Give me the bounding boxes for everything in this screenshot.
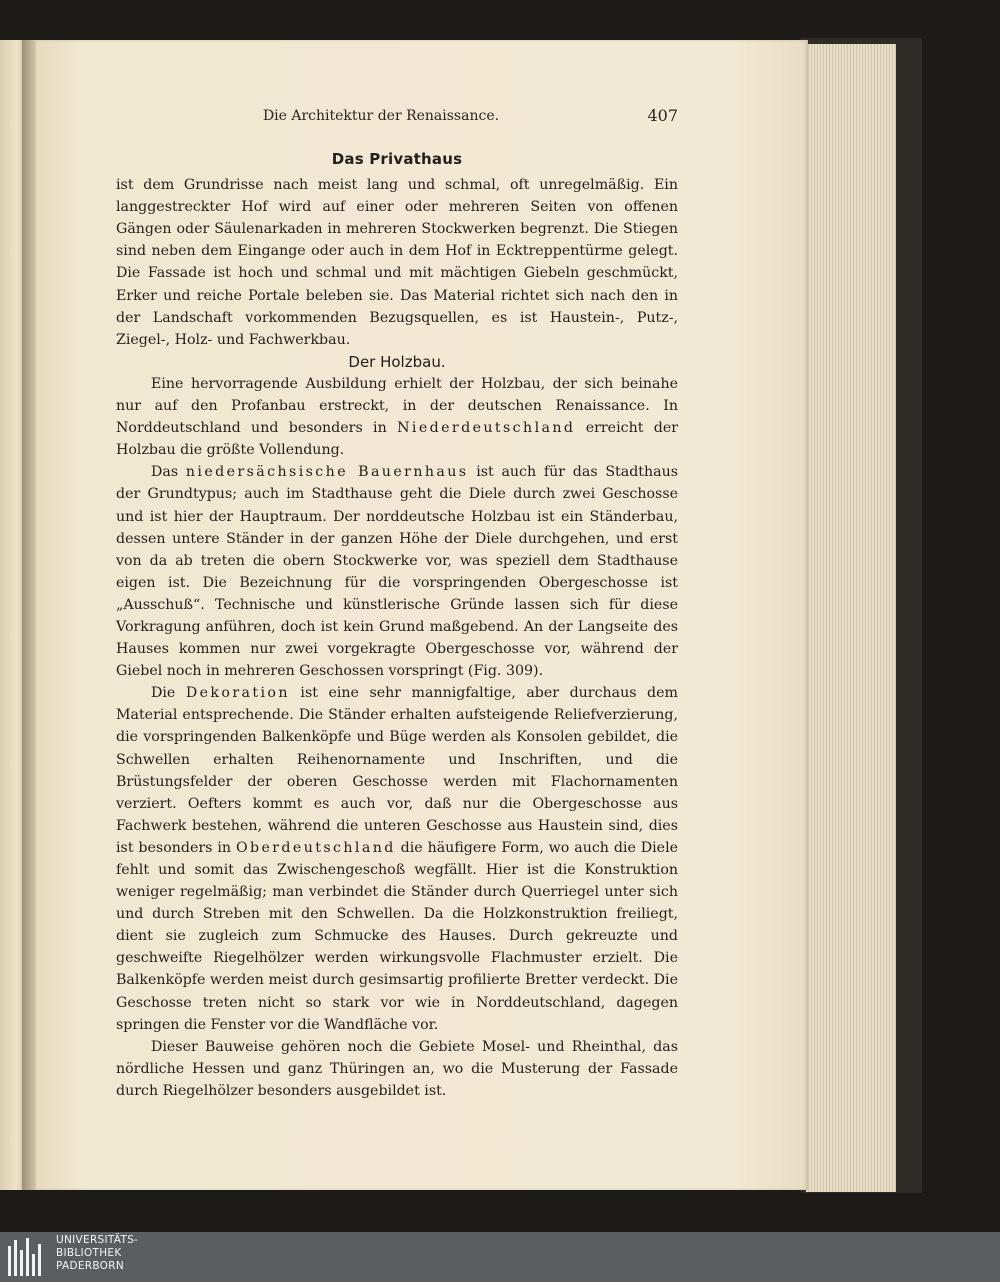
paragraph-privathaus: ist dem Grundrisse nach meist lang und schmal, oft unregelmäßig. Ein langgestreckter Hof wird auf einer oder mehreren Seiten von offenen Gängen oder Säulenarkaden in mehreren Stockwerken begrenzt. Die Stiegen sind neben dem Eingange oder auch in dem Hof in Ecktreppentürme gelegt. Die Fassade ist hoch und schmal und mit mächtigen Giebeln geschmückt, Erker und reiche Portale beleben sie. Das Material richtet sich nach den in der Landschaft vorkommenden Bezugsquellen, es ist Haustein-, Putz-, Ziegel-, Holz- und Fachwerkbau. [116,177,678,348]
spaced-term: Oberdeutschland [235,839,396,856]
paragraph-holzbau-2 [116,461,678,682]
running-title: Die Architektur der Renaissance. [262,108,500,124]
text-run: ist eine sehr mannigfaltige, aber durchaus dem Material entsprechende. Die Ständer erhalten aufsteigende Reliefverzierung, die vorspringenden Balkenköpfe und Büge werden als Konsolen gebildet, die Schwellen erhalten Reihenornamente und Inschriften, und die Brüstungsfelder der oberen Geschosse werden mit Flachornamenten verziert. Oefters kommt es auch vor, daß nur die Obergeschosse aus Fachwerk bestehen, während die unteren Geschosse aus Haustein sind, dies ist besonders in [116,685,678,856]
paragraph-holzbau-1 [116,373,678,461]
paragraph-holzbau-3 [116,682,678,1036]
text-run: erreicht der Holzbau die größte Vollendung. [116,420,678,459]
spaced-term: Dekoration [185,685,290,702]
text-run: Eine hervorragende Ausbildung erhielt der Holzbau, der sich beinahe nur auf den Profanbau erstreckt, in der deutschen Renaissance. In Norddeutschland und besonders in [116,375,678,437]
logo-line: PADERBORN [56,1260,124,1272]
page-number: 407 [647,106,678,125]
left-page-edge [0,40,24,1190]
spaced-term: niedersächsische Bauernhaus [185,464,469,481]
logo-line: BIBLIOTHEK [56,1247,122,1259]
text-run: Das [151,464,186,481]
page-body [116,146,678,1102]
library-logo-icon [8,1238,48,1276]
running-header [116,106,678,130]
section-heading-holzbau: Der Holzbau. [348,352,446,371]
logo-line: UNIVERSITÄTS- [56,1234,139,1246]
page-edges [806,44,896,1192]
library-logo-text [56,1234,138,1273]
paragraph-holzbau-4: Dieser Bauweise gehören noch die Gebiete Mosel- und Rheinthal, das nördliche Hessen und ganz Thüringen an, wo die Musterung der Fassade durch Riegelhölzer besonders ausgebildet ist. [116,1038,678,1099]
spaced-term: Niederdeutschland [397,420,576,437]
text-run: ist auch für das Stadthaus der Grundtypus; auch im Stadthause geht die Diele durch zwei Geschosse und ist hier der Hauptraum. Der norddeutsche Holzbau ist ein Ständerbau, dessen untere Ständer in der ganzen Höhe der Diele durchgehen, und erst von da ab treten die obern Stockwerke vor, was speziell dem Stadthause eigen ist. Die Bezeichnung für die vorspringenden Obergeschosse ist „Ausschuß“. Technische und künstlerische Gründe lassen sich für diese Vorkragung anführen, doch ist kein Grund maßgebend. An der Langseite des Hauses kommen nur zwei vorgekragte Obergeschosse vor, während der Giebel noch in mehreren Geschossen vorspringt (Fig. 309). [116,464,679,680]
text-run: Die [151,685,186,702]
library-footer [0,1232,1000,1282]
section-heading-privathaus: Das Privathaus [331,150,463,168]
text-run: die häufigere Form, wo auch die Diele fehlt und somit das Zwischengeschoß wegfällt. Hier ist die Konstruktion weniger regelmäßig; man verbindet die Ständer durch Querriegel unter sich und durch Streben mit den Schwellen. Da die Holzkonstruktion freiliegt, dient sie zugleich zum Schmucke des Hauses. Durch gekreuzte und geschweifte Riegelhölzer werden wirkungsvolle Flachmuster erzielt. Die Balkenköpfe werden meist durch gesimsartig profilierte Bretter verdeckt. Die Geschosse treten nicht so stark vor wie in Norddeutschland, dagegen springen die Fenster vor die Wandfläche vor. [116,839,679,1033]
